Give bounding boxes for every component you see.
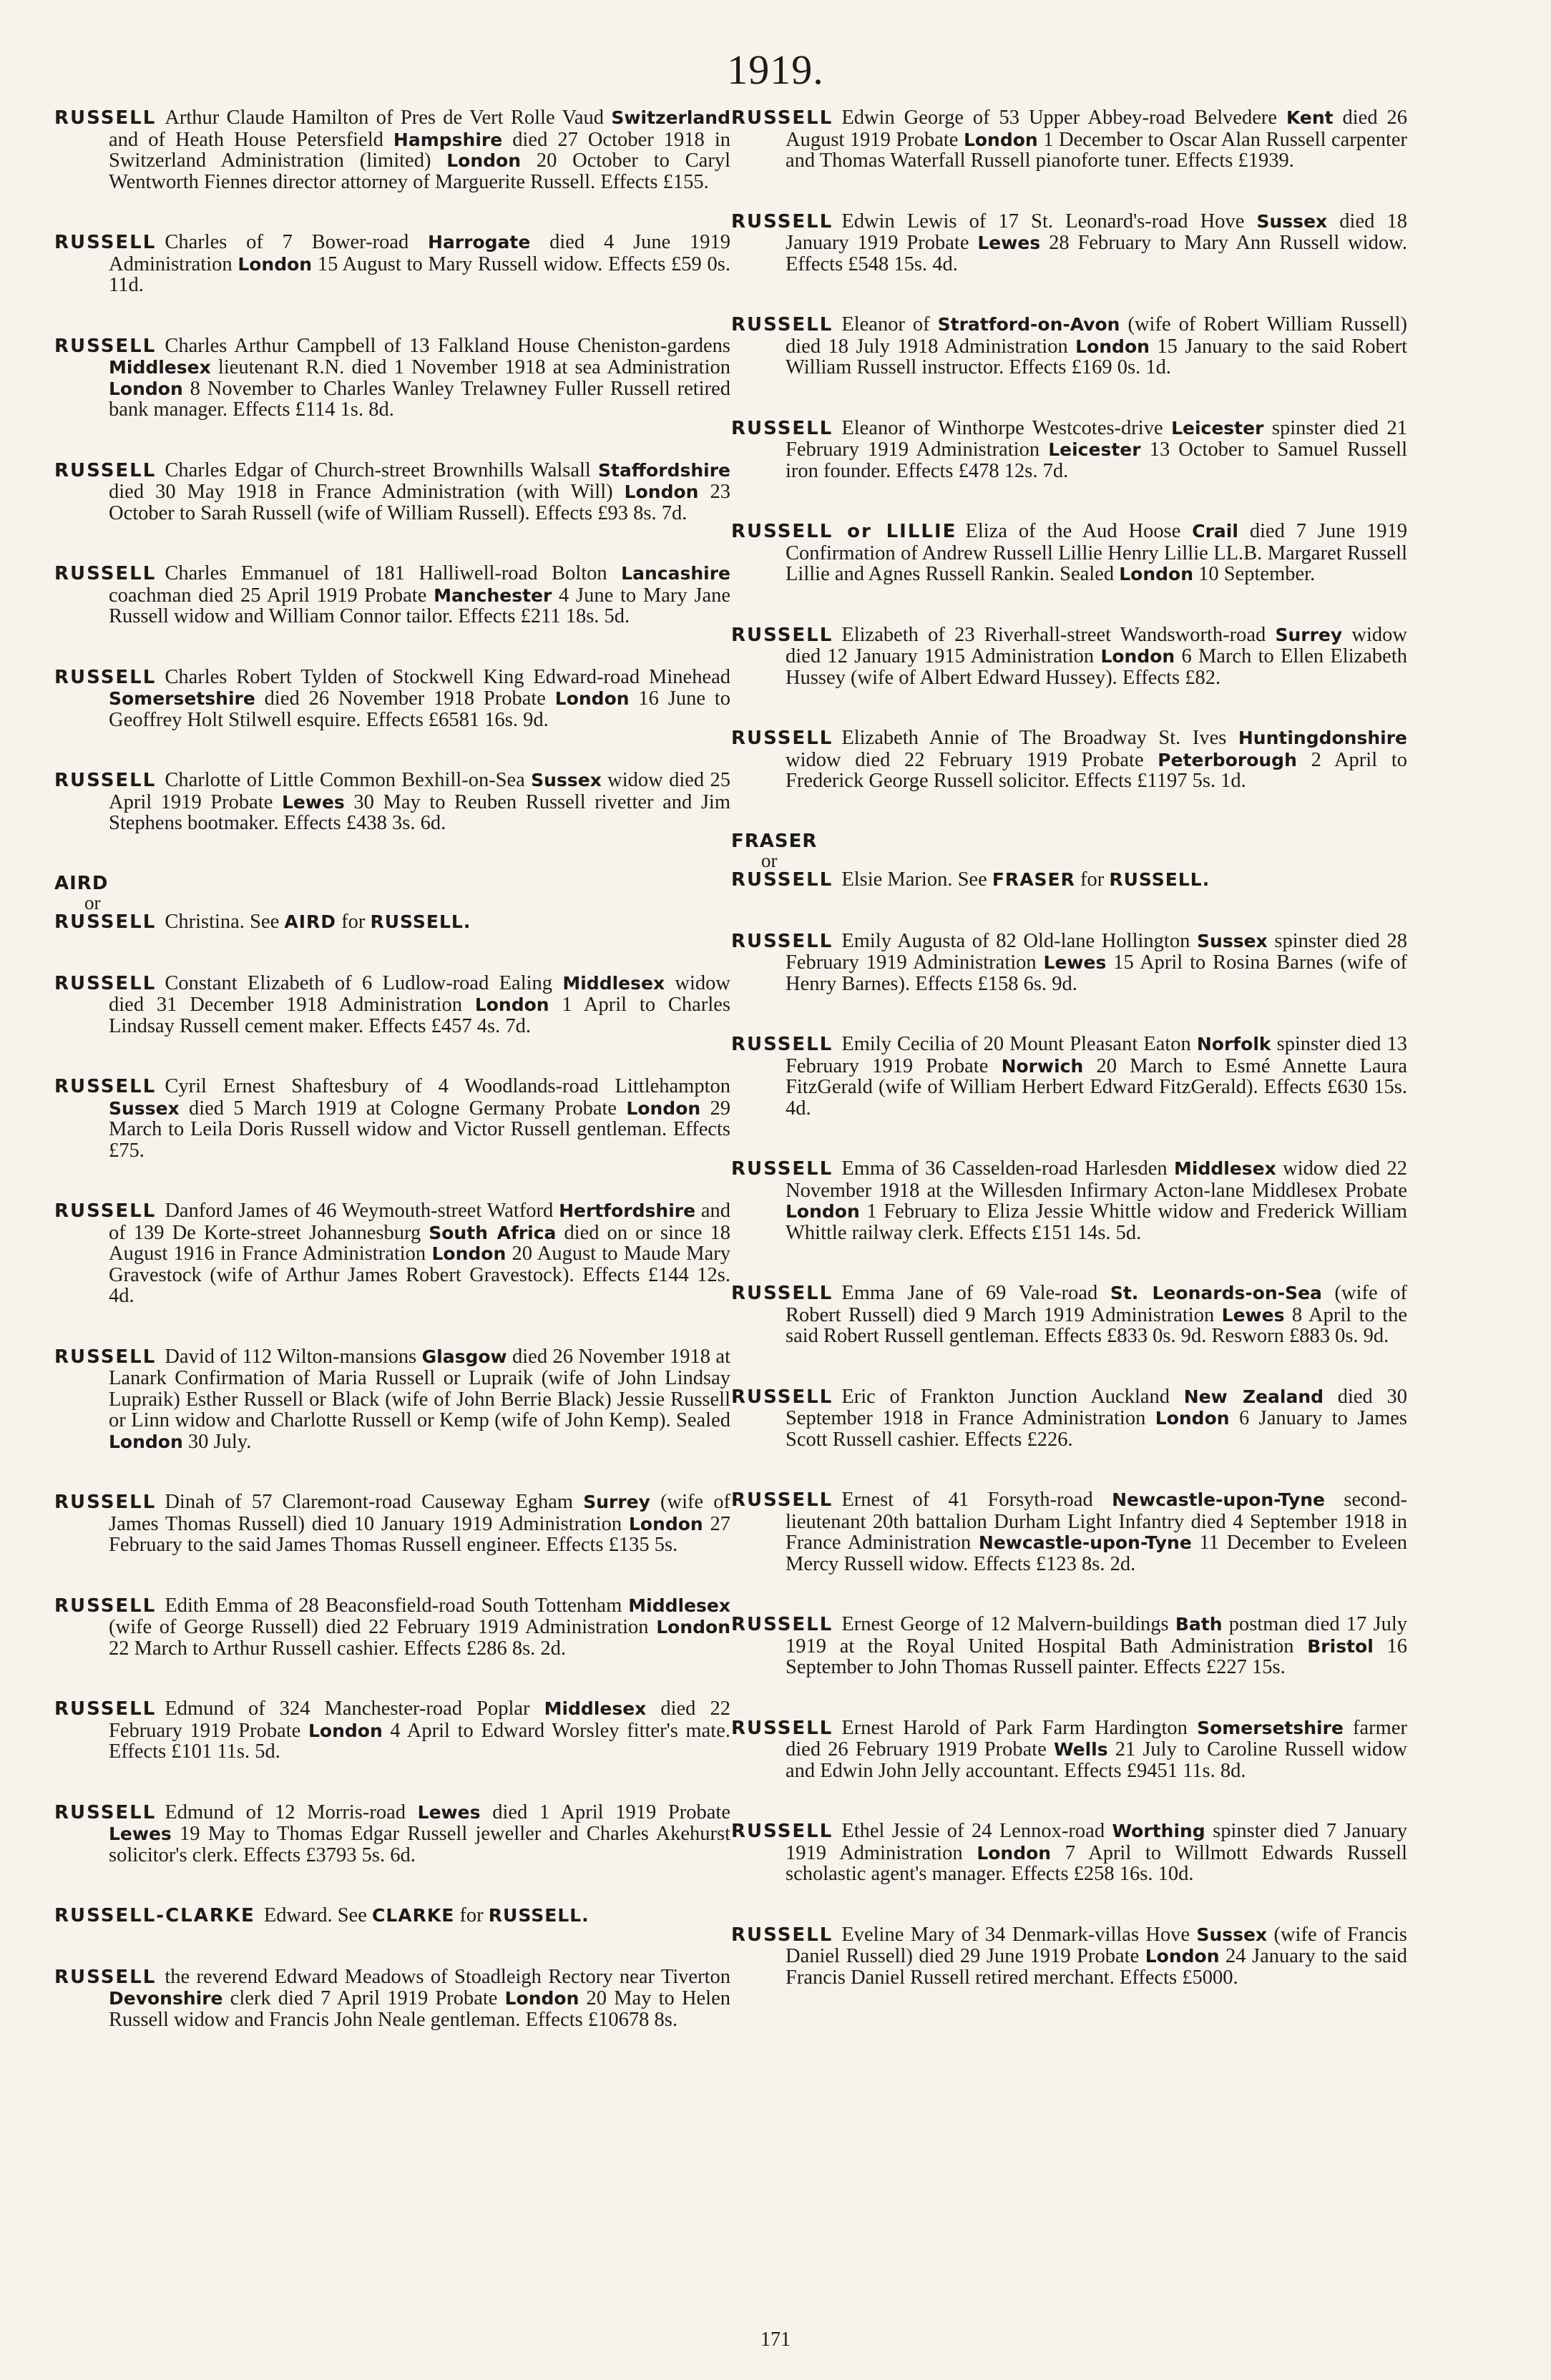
entry-text: spinster died 13 February 1919 Probate bbox=[786, 1033, 1407, 1077]
entry-surname: RUSSELL bbox=[54, 1595, 157, 1617]
place-name: Switzerland bbox=[611, 107, 730, 128]
entry-text: 27 February to the said James Thomas Russell engineer. Effects £135 5s. bbox=[109, 1512, 730, 1556]
place-name: Lewes bbox=[977, 232, 1041, 253]
entry-text: 1 February to Eliza Jessie Whittle widow and Frederick William Whittle railway clerk. Effects £151 14s. 5d. bbox=[786, 1200, 1407, 1244]
entry-text: (wife of James Thomas Russell) died 10 January 1919 Administration bbox=[109, 1491, 731, 1535]
entry-text: Charles Emmanuel of 181 Halliwell-road Bolton bbox=[165, 562, 622, 584]
entry-surname: RUSSELL bbox=[731, 107, 833, 129]
entry-text: 22 March to Arthur Russell cashier. Effects £286 8s. 2d. bbox=[109, 1637, 567, 1660]
place-name: Leicester bbox=[1171, 417, 1264, 439]
probate-entry bbox=[731, 1718, 1407, 1782]
place-name: Huntingdonshire bbox=[1238, 728, 1407, 748]
entry-surname: RUSSELL bbox=[731, 624, 833, 646]
entry-text: farmer died 26 February 1919 Probate bbox=[786, 1716, 1407, 1760]
entry-text: Ethel Jessie of 24 Lennox-road bbox=[841, 1820, 1112, 1842]
entry-text: second-lieutenant 20th battalion Durham Light Infantry died 4 September 1918 in France Administration bbox=[786, 1489, 1408, 1554]
cross-reference-entry bbox=[54, 873, 730, 934]
place-name: Middlesex bbox=[562, 972, 665, 994]
entry-surname: RUSSELL bbox=[54, 1801, 157, 1823]
place-name: London bbox=[109, 378, 183, 399]
place-name: Hertfordshire bbox=[559, 1200, 696, 1221]
entry-text: Dinah of 57 Claremont-road Causeway Egham bbox=[165, 1491, 584, 1513]
probate-entry bbox=[731, 1034, 1407, 1119]
entry-text: David of 112 Wilton-mansions bbox=[165, 1345, 422, 1368]
probate-entry bbox=[731, 418, 1407, 482]
entry-text: 30 July. bbox=[182, 1430, 252, 1453]
entry-surname: RUSSELL bbox=[731, 417, 833, 439]
place-name: London bbox=[624, 481, 699, 502]
place-name: Harrogate bbox=[428, 232, 531, 253]
probate-entry bbox=[731, 521, 1407, 585]
entry-text: Charles Arthur Campbell of 13 Falkland House Cheniston-gardens bbox=[165, 334, 730, 357]
probate-entry bbox=[731, 1283, 1407, 1347]
place-name: London bbox=[656, 1617, 730, 1637]
entry-surname: RUSSELL bbox=[54, 1698, 157, 1720]
probate-entry bbox=[54, 232, 730, 296]
place-name: Lewes bbox=[109, 1823, 172, 1844]
place-name: London bbox=[626, 1097, 701, 1119]
place-name: London bbox=[109, 1431, 183, 1452]
place-name: London bbox=[1145, 1946, 1220, 1967]
entry-text: (wife of George Russell) died 22 February 1919 Administration bbox=[109, 1616, 657, 1638]
see-reference: FRASER bbox=[992, 869, 1075, 890]
probate-entry bbox=[54, 1967, 730, 2031]
place-name: London bbox=[474, 994, 549, 1015]
entry-surname: RUSSELL bbox=[54, 972, 157, 994]
entry-surname: RUSSELL bbox=[731, 1821, 833, 1842]
entry-text: Edmund of 324 Manchester-road Poplar bbox=[165, 1698, 544, 1720]
place-name: Wells bbox=[1053, 1739, 1108, 1760]
entry-text: 2 April to Frederick George Russell solicitor. Effects £1197 5s. 1d. bbox=[786, 748, 1407, 792]
entry-text: 7 April to Willmott Edwards Russell scholastic agent's manager. Effects £258 16s. 10d. bbox=[786, 1841, 1407, 1885]
entry-text: Edith Emma of 28 Beaconsfield-road South Tottenham bbox=[165, 1594, 629, 1617]
entry-text: 1 April to Charles Lindsay Russell cement maker. Effects £457 4s. 7d. bbox=[109, 994, 730, 1037]
place-name: South Africa bbox=[429, 1222, 557, 1243]
place-name: Sussex bbox=[531, 770, 602, 790]
place-name: Middlesex bbox=[109, 357, 211, 378]
entry-text: widow died 12 January 1915 Administration bbox=[786, 623, 1407, 667]
entry-text: Elizabeth Annie of The Broadway St. Ives bbox=[841, 727, 1238, 749]
entry-surname: RUSSELL bbox=[731, 728, 833, 749]
entry-surname: RUSSELL bbox=[731, 1489, 833, 1511]
entry-text: spinster died 21 February 1919 Administration bbox=[786, 416, 1407, 461]
entry-surname: RUSSELL bbox=[54, 1966, 157, 1988]
entry-text: died 5 March 1919 at Cologne Germany Probate bbox=[179, 1097, 627, 1120]
entry-text: 23 October to Sarah Russell (wife of William Russell). Effects £93 8s. 7d. bbox=[109, 481, 731, 524]
place-name: St. Leonards-on-Sea bbox=[1110, 1283, 1322, 1303]
see-label: See bbox=[250, 911, 280, 933]
place-name: London bbox=[238, 253, 313, 275]
entry-surname: RUSSELL bbox=[54, 459, 157, 481]
entry-surname: RUSSELL bbox=[731, 1158, 833, 1180]
entry-surname: RUSSELL or LILLIE bbox=[731, 521, 957, 542]
probate-entry bbox=[54, 1802, 730, 1866]
entry-surname: RUSSELL bbox=[731, 1924, 833, 1946]
entry-text: 20 May to Helen Russell widow and Francis John Neale gentleman. Effects £10678 8s. bbox=[109, 1987, 730, 2031]
entry-text: widow died 22 February 1919 Probate bbox=[786, 748, 1158, 771]
place-name: Hampshire bbox=[393, 129, 503, 150]
entry-surname: RUSSELL bbox=[54, 563, 157, 584]
entry-text: died 26 November 1918 at Lanark Confirmation of Maria Russell or Lupraik (wife of John Lindsay Lupraik) Esther Russell or Black (wife of John Berrie Black) Jessie Russell or Linn widow and Charlotte Russell or Kemp (wife of John Kemp). Sealed bbox=[109, 1345, 730, 1431]
probate-entry bbox=[731, 1924, 1407, 1989]
cross-reference-entry bbox=[54, 1905, 730, 1927]
probate-entry bbox=[54, 1076, 730, 1161]
place-name: Middlesex bbox=[1174, 1158, 1276, 1179]
entry-text: 24 January to the said Francis Daniel Russell retired merchant. Effects £5000. bbox=[786, 1945, 1407, 1989]
entry-text: clerk died 7 April 1919 Probate bbox=[222, 1987, 505, 2009]
probate-entry bbox=[731, 931, 1407, 995]
place-name: London bbox=[628, 1513, 703, 1534]
place-name: Norfolk bbox=[1196, 1034, 1271, 1054]
entry-text: 19 May to Thomas Edgar Russell jeweller and Charles Akehurst solicitor's clerk. Effects £3793 5s. 6d. bbox=[109, 1823, 730, 1866]
entry-text: died 30 September 1918 in France Administration bbox=[786, 1385, 1408, 1429]
entry-text: 13 October to Samuel Russell iron founder. Effects £478 12s. 7d. bbox=[786, 439, 1407, 482]
probate-entry bbox=[731, 625, 1407, 689]
probate-entry bbox=[731, 107, 1407, 172]
entry-text: coachman died 25 April 1919 Probate bbox=[109, 584, 434, 607]
entry-text: 30 May to Reuben Russell rivetter and Jim Stephens bootmaker. Effects £438 3s. 6d. bbox=[109, 790, 731, 834]
entry-text: postman died 17 July 1919 at the Royal United Hospital Bath Administration bbox=[786, 1613, 1407, 1657]
for-reference: RUSSELL. bbox=[488, 1905, 589, 1926]
place-name: Bristol bbox=[1307, 1635, 1374, 1657]
place-name: Kent bbox=[1286, 107, 1334, 128]
place-name: Sussex bbox=[1196, 1924, 1268, 1945]
entry-text: died 4 June 1919 Administration bbox=[109, 231, 730, 275]
entry-text: Eliza of the Aud Hoose bbox=[965, 520, 1193, 542]
probate-entry bbox=[54, 1200, 730, 1307]
probate-entry bbox=[54, 336, 730, 421]
entry-text: Danford James of 46 Weymouth-street Watford bbox=[165, 1200, 559, 1222]
entry-text: 15 August to Mary Russell widow. Effects £59 0s. 11d. bbox=[109, 253, 730, 296]
place-name: Lewes bbox=[1043, 952, 1107, 973]
entry-text: spinster died 28 February 1919 Administration bbox=[786, 929, 1407, 974]
entry-text: died 7 June 1919 Confirmation of Andrew Russell Lillie Henry Lillie LL.B. Margaret Russell Lillie and Agnes Russell Rankin. Sealed bbox=[786, 520, 1408, 585]
entry-text: 8 November to Charles Wanley Trelawney Fuller Russell retired bank manager. Effects £114 1s. 8d. bbox=[109, 377, 730, 421]
probate-entry bbox=[731, 1158, 1407, 1243]
entry-text: Edwin George of 53 Upper Abbey-road Belvedere bbox=[841, 107, 1286, 129]
alternate-surname: AIRD bbox=[54, 872, 109, 894]
place-name: Surrey bbox=[583, 1492, 650, 1512]
entry-text: 10 September. bbox=[1193, 563, 1316, 585]
or-connector: or bbox=[84, 892, 101, 914]
probate-entry bbox=[731, 1386, 1407, 1451]
entry-text: (wife of Francis Daniel Russell) died 29 June 1919 Probate bbox=[786, 1923, 1407, 1967]
entry-text: Charles Robert Tylden of Stockwell King Edward-road Minehead bbox=[165, 665, 730, 688]
place-name: New Zealand bbox=[1183, 1386, 1324, 1407]
entry-surname: RUSSELL bbox=[731, 1717, 833, 1739]
see-label: See bbox=[957, 868, 987, 891]
entry-text: Charlotte of Little Common Bexhill-on-Sea bbox=[165, 769, 532, 791]
entry-text: Emily Cecilia of 20 Mount Pleasant Eaton bbox=[841, 1033, 1197, 1055]
place-name: London bbox=[431, 1243, 507, 1264]
right-column bbox=[731, 107, 1407, 2027]
entry-text: Edmund of 12 Morris-road bbox=[165, 1801, 418, 1823]
entry-text: Ernest George of 12 Malvern-buildings bbox=[841, 1613, 1175, 1635]
probate-entry bbox=[731, 728, 1407, 792]
place-name: Newcastle-upon-Tyne bbox=[1112, 1489, 1325, 1510]
place-name: Middlesex bbox=[544, 1698, 647, 1719]
entry-surname: RUSSELL bbox=[54, 911, 157, 933]
entry-text: died 27 October 1918 in Switzerland Administration (limited) bbox=[109, 128, 731, 172]
probate-entry bbox=[54, 667, 730, 731]
entry-text: Eleanor of bbox=[841, 313, 938, 336]
entry-text: spinster died 7 January 1919 Administration bbox=[786, 1820, 1407, 1864]
place-name: London bbox=[1119, 564, 1194, 584]
entry-text: Emma Jane of 69 Vale-road bbox=[841, 1282, 1110, 1304]
entry-text: died 22 February 1919 Probate bbox=[109, 1698, 730, 1742]
entry-surname: RUSSELL bbox=[731, 1034, 833, 1055]
entry-surname: RUSSELL bbox=[731, 1614, 833, 1635]
entry-text: (wife of Robert William Russell) died 18 July 1918 Administration bbox=[786, 313, 1407, 358]
entry-forename: Elsie Marion. bbox=[841, 868, 953, 891]
place-name: Sussex bbox=[1256, 210, 1328, 232]
entry-surname: RUSSELL bbox=[54, 1346, 157, 1368]
page-year-heading: 1919. bbox=[727, 46, 824, 93]
entry-text: and of 139 De Korte-street Johannesburg bbox=[109, 1200, 730, 1244]
place-name: London bbox=[504, 1988, 579, 2009]
place-name: London bbox=[308, 1720, 383, 1741]
entry-text: 6 March to Ellen Elizabeth Hussey (wife of Albert Edward Hussey). Effects £82. bbox=[786, 645, 1408, 689]
place-name: Crail bbox=[1192, 521, 1238, 542]
entry-text: 4 April to Edward Worsley fitter's mate. Effects £101 11s. 5d. bbox=[109, 1719, 730, 1763]
entry-text: widow died 25 April 1919 Probate bbox=[109, 769, 730, 813]
entry-text: (wife of Robert Russell) died 9 March 1919 Administration bbox=[786, 1282, 1407, 1326]
entry-text: died 30 May 1918 in France Administration (with Will) bbox=[109, 481, 625, 503]
see-reference: CLARKE bbox=[371, 1905, 455, 1926]
probate-entry bbox=[54, 973, 730, 1037]
entry-text: died 1 April 1919 Probate bbox=[480, 1801, 730, 1823]
entry-text: died 26 August 1919 Probate bbox=[786, 107, 1407, 151]
entry-text: Emily Augusta of 82 Old-lane Hollington bbox=[841, 929, 1198, 952]
place-name: Staffordshire bbox=[597, 459, 730, 481]
entry-surname: RUSSELL bbox=[54, 335, 157, 357]
entry-text: 20 August to Maude Mary Gravestock (wife of Arthur James Robert Gravestock). Effects £144 12s. 4d. bbox=[109, 1243, 730, 1307]
entry-text: Elizabeth of 23 Riverhall-street Wandsworth-road bbox=[841, 623, 1276, 646]
entry-surname: RUSSELL bbox=[731, 1386, 833, 1408]
place-name: Lancashire bbox=[621, 563, 730, 584]
entry-text: 6 January to James Scott Russell cashier. Effects £226. bbox=[786, 1407, 1407, 1451]
entry-text: 15 January to the said Robert William Russell instructor. Effects £169 0s. 1d. bbox=[786, 335, 1407, 378]
place-name: London bbox=[554, 688, 630, 709]
entry-surname: RUSSELL bbox=[54, 232, 157, 253]
place-name: Stratford-on-Avon bbox=[937, 314, 1120, 335]
entry-text: lieutenant R.N. died 1 November 1918 at sea Administration bbox=[210, 356, 730, 378]
place-name: Sussex bbox=[109, 1097, 180, 1119]
entry-text: Eveline Mary of 34 Denmark-villas Hove bbox=[841, 1923, 1197, 1946]
place-name: Lewes bbox=[1221, 1304, 1285, 1326]
entry-surname: RUSSELL bbox=[731, 930, 833, 952]
probate-entry bbox=[54, 563, 730, 627]
place-name: London bbox=[963, 129, 1038, 150]
place-name: Leicester bbox=[1048, 439, 1141, 460]
for-reference: RUSSELL. bbox=[1109, 869, 1210, 890]
place-name: Middlesex bbox=[628, 1595, 730, 1616]
entry-text: Eric of Frankton Junction Auckland bbox=[841, 1385, 1184, 1408]
entry-text: died 18 January 1919 Probate bbox=[786, 210, 1407, 254]
entry-text: Ernest of 41 Forsyth-road bbox=[841, 1489, 1112, 1511]
entry-text: Arthur Claude Hamilton of Pres de Vert Rolle Vaud bbox=[165, 107, 612, 129]
entry-text: died 26 November 1918 Probate bbox=[255, 687, 555, 710]
place-name: Norwich bbox=[1001, 1055, 1084, 1077]
entry-surname: RUSSELL bbox=[54, 1200, 157, 1222]
place-name: London bbox=[446, 150, 522, 171]
entry-surname: RUSSELL bbox=[54, 1076, 157, 1097]
for-reference: RUSSELL. bbox=[370, 911, 471, 932]
entry-text: 20 October to Caryl Wentworth Fiennes director attorney of Marguerite Russell. Effects £155. bbox=[109, 150, 730, 193]
place-name: Somersetshire bbox=[1197, 1717, 1344, 1738]
entry-text: 16 June to Geoffrey Holt Stilwell esquire. Effects £6581 16s. 9d. bbox=[109, 687, 730, 731]
entry-text: 4 June to Mary Jane Russell widow and William Connor tailor. Effects £211 18s. 5d. bbox=[109, 584, 730, 627]
for-label: for bbox=[341, 911, 366, 933]
place-name: Manchester bbox=[434, 584, 552, 606]
entry-surname: RUSSELL bbox=[54, 770, 157, 791]
entry-text: 15 April to Rosina Barnes (wife of Henry Barnes). Effects £158 6s. 9d. bbox=[786, 951, 1408, 995]
entry-text: Eleanor of Winthorpe Westcotes-drive bbox=[841, 416, 1172, 439]
entry-text: Charles Edgar of Church-street Brownhills Walsall bbox=[165, 459, 598, 481]
entry-text: Constant Elizabeth of 6 Ludlow-road Ealing bbox=[165, 971, 563, 994]
place-name: Glasgow bbox=[421, 1346, 507, 1367]
probate-entry bbox=[54, 107, 730, 192]
entry-text: widow died 31 December 1918 Administration bbox=[109, 971, 730, 1016]
entry-text: 16 September to John Thomas Russell painter. Effects £227 15s. bbox=[786, 1635, 1408, 1678]
entry-text: 1 December to Oscar Alan Russell carpenter and Thomas Waterfall Russell pianoforte tuner. Effects £1939. bbox=[786, 128, 1407, 172]
probate-entry bbox=[54, 1346, 730, 1453]
probate-entry bbox=[731, 1614, 1407, 1678]
entry-text: widow died 22 November 1918 at the Willesden Infirmary Acton-lane Middlesex Probate bbox=[786, 1157, 1408, 1202]
probate-entry bbox=[731, 211, 1407, 275]
probate-entry bbox=[731, 314, 1407, 378]
place-name: London bbox=[1100, 646, 1175, 667]
probate-entry bbox=[731, 1821, 1407, 1885]
entry-text: Cyril Ernest Shaftesbury of 4 Woodlands-road Littlehampton bbox=[165, 1075, 730, 1097]
entry-text: 20 March to Esmé Annette Laura FitzGerald (wife of William Herbert Edward FitzGerald). Effects £630 15s. 4d. bbox=[786, 1054, 1407, 1120]
entry-forename: Edward. bbox=[263, 1904, 333, 1926]
entry-text: 29 March to Leila Doris Russell widow and Victor Russell gentleman. Effects £75. bbox=[109, 1097, 730, 1162]
entry-text: died on or since 18 August 1916 in France Administration bbox=[109, 1221, 731, 1265]
probate-entry bbox=[54, 1698, 730, 1763]
entry-text: 8 April to the said Robert Russell gentleman. Effects £833 0s. 9d. Resworn £883 0s. 9d. bbox=[786, 1303, 1408, 1347]
entry-surname: RUSSELL bbox=[54, 1492, 157, 1513]
place-name: Peterborough bbox=[1158, 749, 1297, 770]
entry-surname: RUSSELL bbox=[731, 210, 833, 232]
cross-reference-entry bbox=[731, 831, 1407, 891]
entry-surname: RUSSELL bbox=[731, 869, 833, 891]
entry-text: Ernest Harold of Park Farm Hardington bbox=[841, 1716, 1198, 1739]
place-name: Newcastle-upon-Tyne bbox=[978, 1532, 1192, 1553]
place-name: Sussex bbox=[1197, 930, 1268, 951]
entry-text: and of Heath House Petersfield bbox=[109, 128, 393, 151]
entry-surname: RUSSELL bbox=[54, 107, 157, 129]
place-name: Lewes bbox=[281, 791, 345, 813]
place-name: Somersetshire bbox=[109, 688, 255, 709]
place-name: London bbox=[786, 1201, 860, 1222]
entry-forename: Christina. bbox=[165, 911, 245, 933]
place-name: London bbox=[1155, 1408, 1230, 1429]
place-name: Bath bbox=[1175, 1614, 1223, 1635]
see-label: See bbox=[337, 1904, 367, 1926]
for-label: for bbox=[1080, 868, 1105, 891]
entry-surname: RUSSELL bbox=[731, 314, 833, 336]
entry-text: Edwin Lewis of 17 St. Leonard's-road Hove bbox=[841, 210, 1257, 232]
entry-surname: RUSSELL bbox=[731, 1283, 833, 1304]
page-number: 171 bbox=[760, 2328, 791, 2351]
entry-text: Charles of 7 Bower-road bbox=[165, 231, 429, 253]
entry-text: 11 December to Eveleen Mercy Russell widow. Effects £123 8s. 2d. bbox=[786, 1532, 1407, 1575]
place-name: London bbox=[977, 1842, 1052, 1864]
or-connector: or bbox=[761, 850, 778, 871]
see-reference: AIRD bbox=[284, 911, 336, 932]
place-name: Worthing bbox=[1112, 1821, 1205, 1841]
alternate-surname: FRASER bbox=[731, 830, 818, 852]
left-column bbox=[54, 107, 730, 2070]
probate-entry bbox=[54, 1492, 730, 1556]
place-name: Surrey bbox=[1275, 624, 1343, 645]
probate-entry bbox=[54, 770, 730, 834]
entry-text: the reverend Edward Meadows of Stoadleigh Rectory near Tiverton bbox=[165, 1965, 730, 1988]
entry-text: 28 February to Mary Ann Russell widow. Effects £548 15s. 4d. bbox=[786, 232, 1407, 275]
probate-entry bbox=[731, 1489, 1407, 1575]
probate-entry bbox=[54, 1595, 730, 1660]
probate-entry bbox=[54, 460, 730, 524]
place-name: Devonshire bbox=[109, 1988, 223, 2009]
entry-text: 21 July to Caroline Russell widow and Edwin John Jelly accountant. Effects £9451 11s. 8d. bbox=[786, 1738, 1408, 1782]
entry-surname: RUSSELL bbox=[54, 666, 157, 688]
for-label: for bbox=[459, 1904, 484, 1926]
place-name: Lewes bbox=[417, 1801, 481, 1823]
place-name: London bbox=[1075, 336, 1150, 357]
entry-surname: RUSSELL-CLARKE bbox=[54, 1905, 255, 1926]
entry-text: Emma of 36 Casselden-road Harlesden bbox=[841, 1157, 1175, 1180]
